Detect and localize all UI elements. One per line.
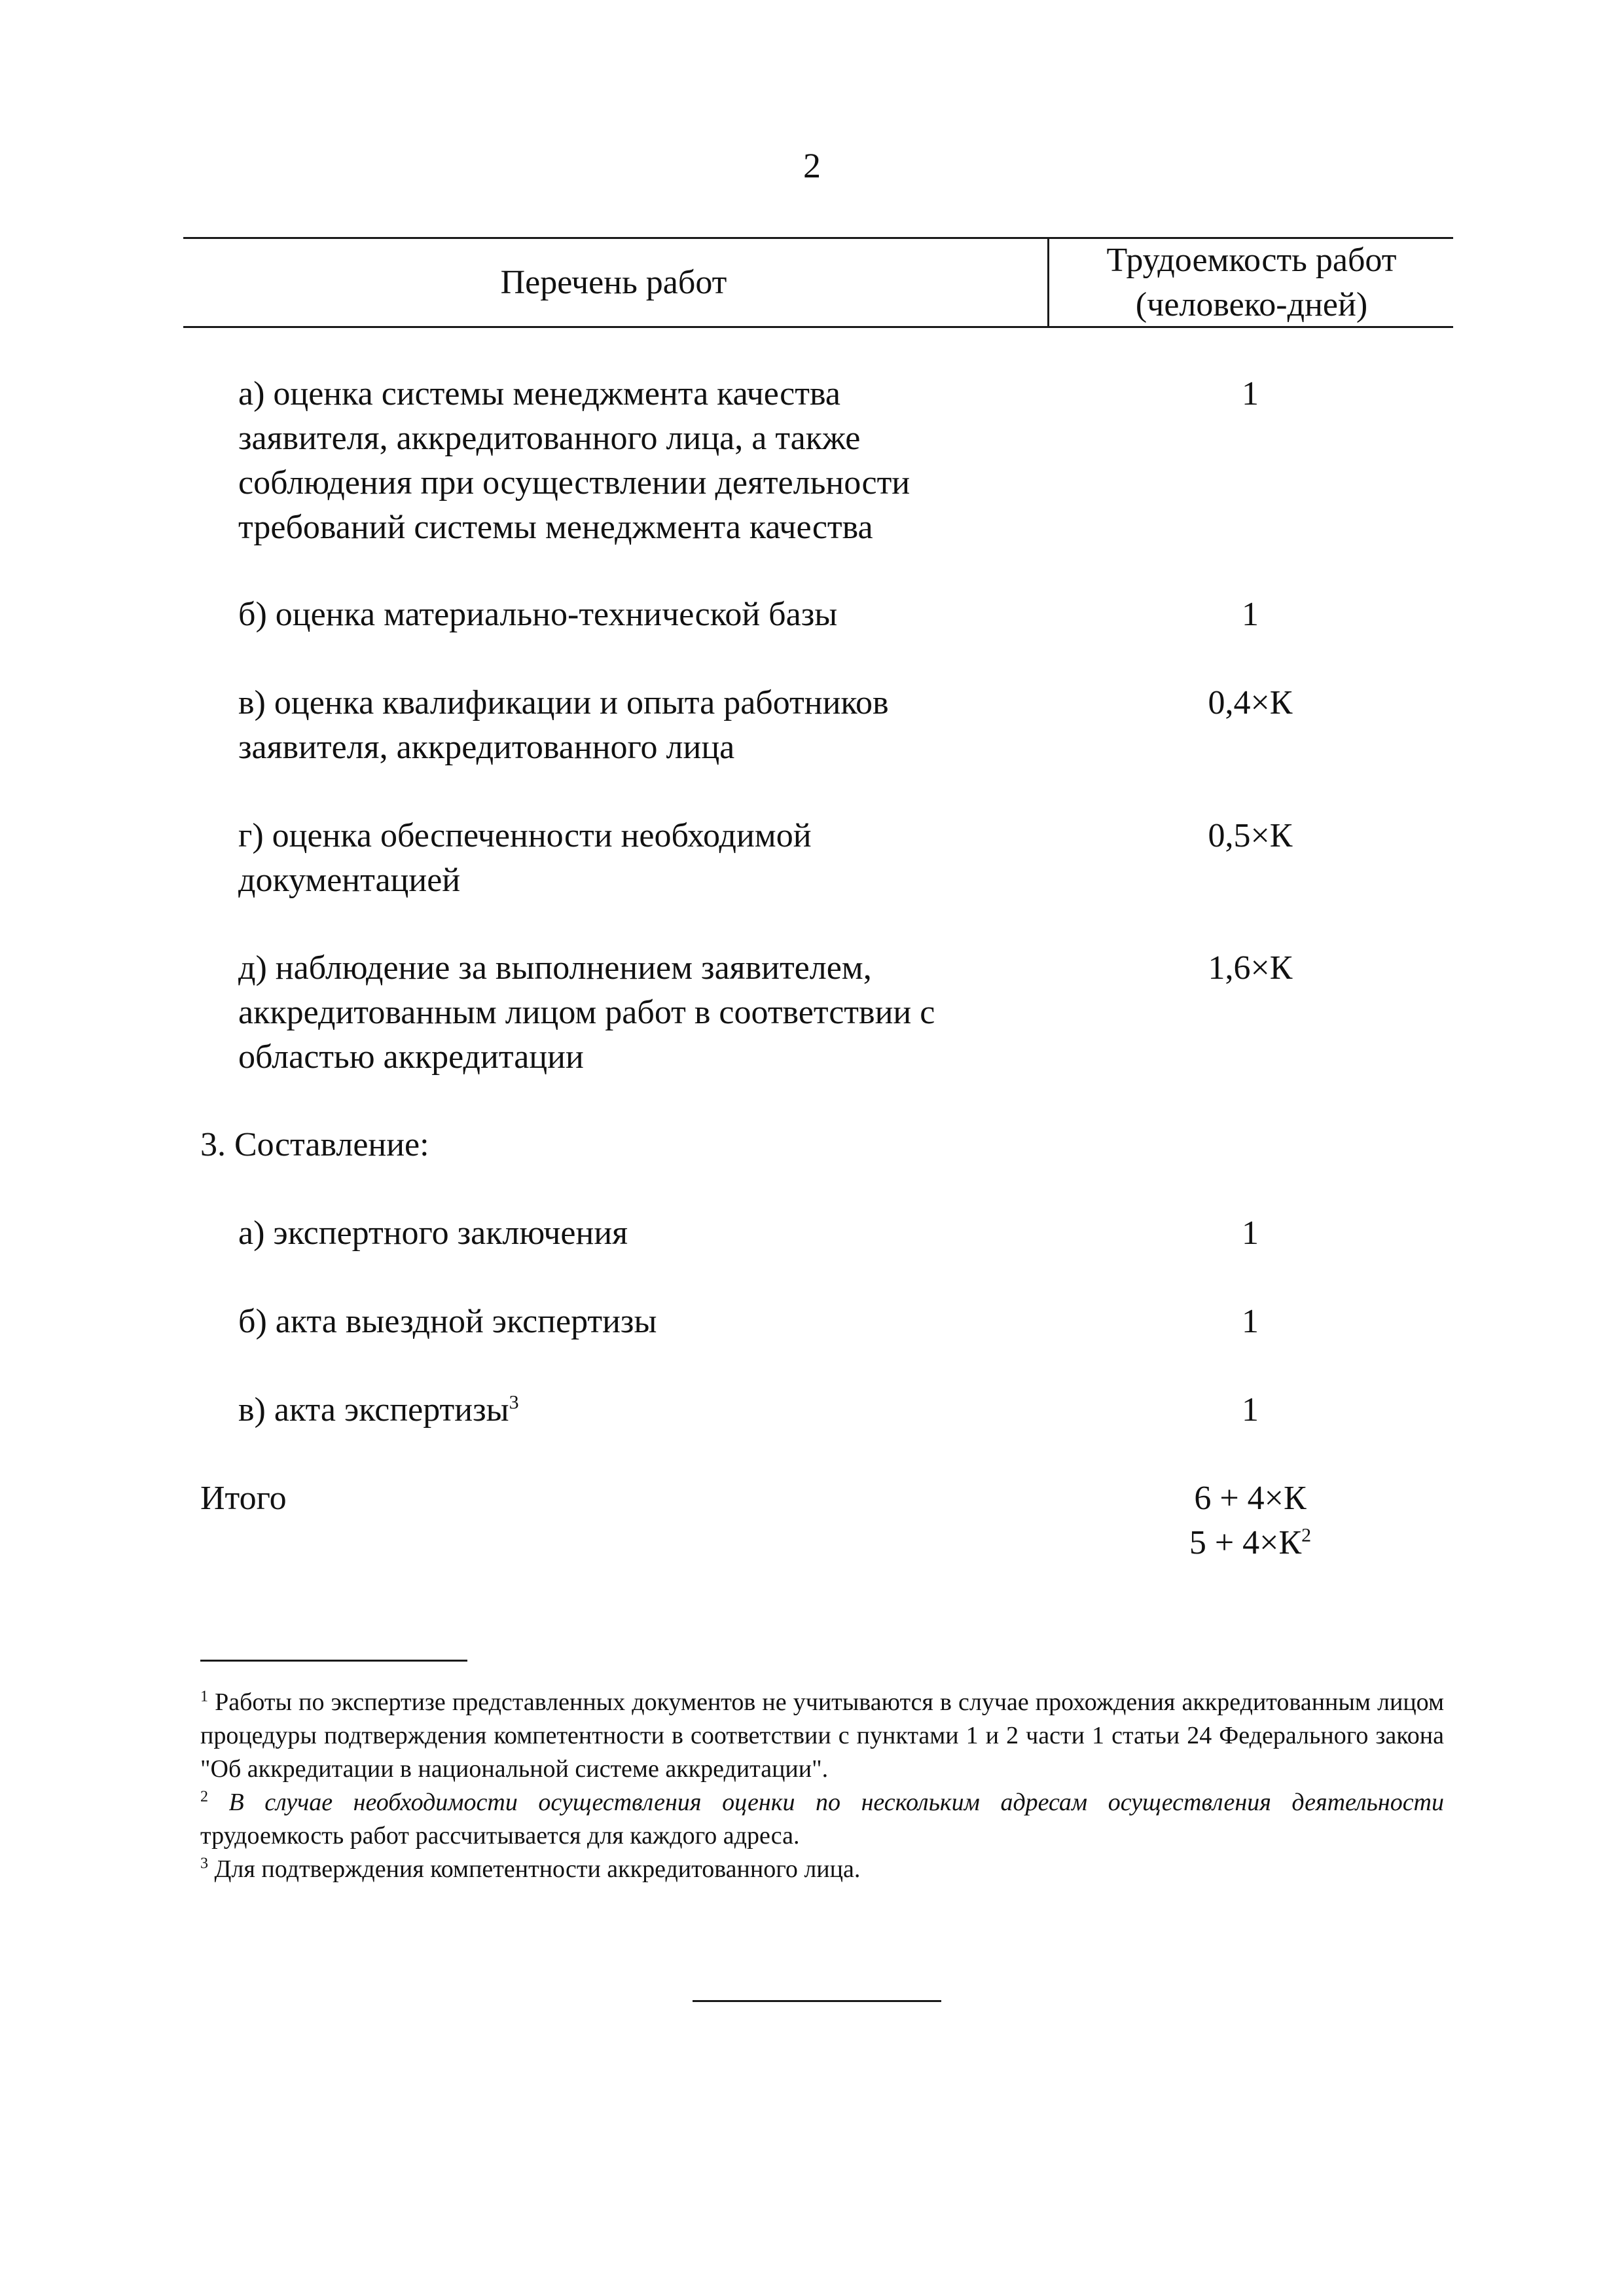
footnote-ref: 2 xyxy=(1301,1524,1312,1546)
table-row xyxy=(238,372,1050,550)
row-text-line: б) акта выездной экспертизы xyxy=(238,1303,657,1340)
footnote-text: Работы по экспертизе представленных документов не учитываются в случае прохождения аккредитованным лицом процедуры подтверждения компетентности в соответствии с пунктами 1 и 2 части 1 статьи 24 Федерального закона "Об аккредитации в национальной системе аккредитации". xyxy=(200,1688,1444,1783)
row-text-line: требований системы менеджмента качества xyxy=(238,509,873,546)
row-text-line: в) оценка квалификации и опыта работников xyxy=(238,684,889,721)
footnote-separator xyxy=(200,1660,467,1662)
header-labor-line1: Трудоемкость работ xyxy=(1106,242,1397,279)
end-of-document-rule xyxy=(693,2000,941,2002)
table-header-divider xyxy=(1047,237,1049,328)
row-value: 0,4×К xyxy=(1208,684,1293,721)
table-row xyxy=(238,814,1050,903)
row-text-line: документацией xyxy=(238,862,461,899)
table-row xyxy=(238,1388,1050,1432)
row-text-line: 3. Составление: xyxy=(200,1126,429,1163)
row-text-line xyxy=(238,1388,1050,1432)
section-heading xyxy=(200,1123,1012,1167)
row-text-line: а) экспертного заключения xyxy=(238,1214,628,1252)
footnote-text: Для подтверждения компетентности аккредитованного лица. xyxy=(214,1855,861,1883)
total-value-1: 6 + 4×К xyxy=(1194,1480,1307,1517)
total-label: Итого xyxy=(200,1480,287,1517)
row-text-line: заявителя, аккредитованного лица xyxy=(238,729,735,766)
footnote-number: 1 xyxy=(200,1688,208,1705)
row-text-line: б) оценка материально-технической базы xyxy=(238,596,838,633)
row-value: 1,6×К xyxy=(1208,949,1293,987)
row-text-line: заявителя, аккредитованного лица, а также xyxy=(238,420,861,457)
footnote-2 xyxy=(200,1786,1444,1853)
row-value: 1 xyxy=(1242,1214,1259,1252)
row-value: 1 xyxy=(1242,1303,1259,1340)
row-text-line: аккредитованным лицом работ в соответствии с xyxy=(238,994,935,1031)
footnote-text-italic: В случае необходимости осуществления оценки по нескольким адресам осуществления деятельности xyxy=(228,1789,1445,1816)
total-values xyxy=(1080,1476,1420,1565)
header-labor xyxy=(1055,238,1448,327)
header-works: Перечень работ xyxy=(500,264,727,301)
row-text-line: областью аккредитации xyxy=(238,1038,584,1076)
header-labor-line2: (человеко-дней) xyxy=(1135,286,1368,323)
footnote-number: 2 xyxy=(200,1788,208,1806)
table-row xyxy=(238,946,1050,1080)
footnote-number: 3 xyxy=(200,1855,208,1872)
table-row xyxy=(238,1211,1050,1256)
footnote-1 xyxy=(200,1686,1444,1786)
table-row xyxy=(238,681,1050,770)
footnote-text: трудоемкость работ рассчитывается для каждого адреса. xyxy=(200,1822,800,1850)
row-value: 1 xyxy=(1242,596,1259,633)
page-number: 2 xyxy=(803,146,821,185)
table-row xyxy=(238,1300,1050,1344)
row-text-line: а) оценка системы менеджмента качества xyxy=(238,375,840,412)
row-text-line: соблюдения при осуществлении деятельности xyxy=(238,464,911,501)
row-text-line: д) наблюдение за выполнением заявителем, xyxy=(238,949,872,987)
footnote-3 xyxy=(200,1853,1444,1886)
total-value-2 xyxy=(1080,1521,1420,1565)
row-text: в) акта экспертизы xyxy=(238,1391,509,1429)
row-value: 0,5×К xyxy=(1208,817,1293,854)
footnote-ref: 3 xyxy=(509,1391,519,1413)
row-text-line: г) оценка обеспеченности необходимой xyxy=(238,817,812,854)
table-row xyxy=(238,592,1050,637)
row-value: 1 xyxy=(1242,1391,1259,1429)
footnotes xyxy=(200,1686,1444,1886)
total-value-2-text: 5 + 4×К xyxy=(1189,1524,1302,1561)
row-value: 1 xyxy=(1242,375,1259,412)
